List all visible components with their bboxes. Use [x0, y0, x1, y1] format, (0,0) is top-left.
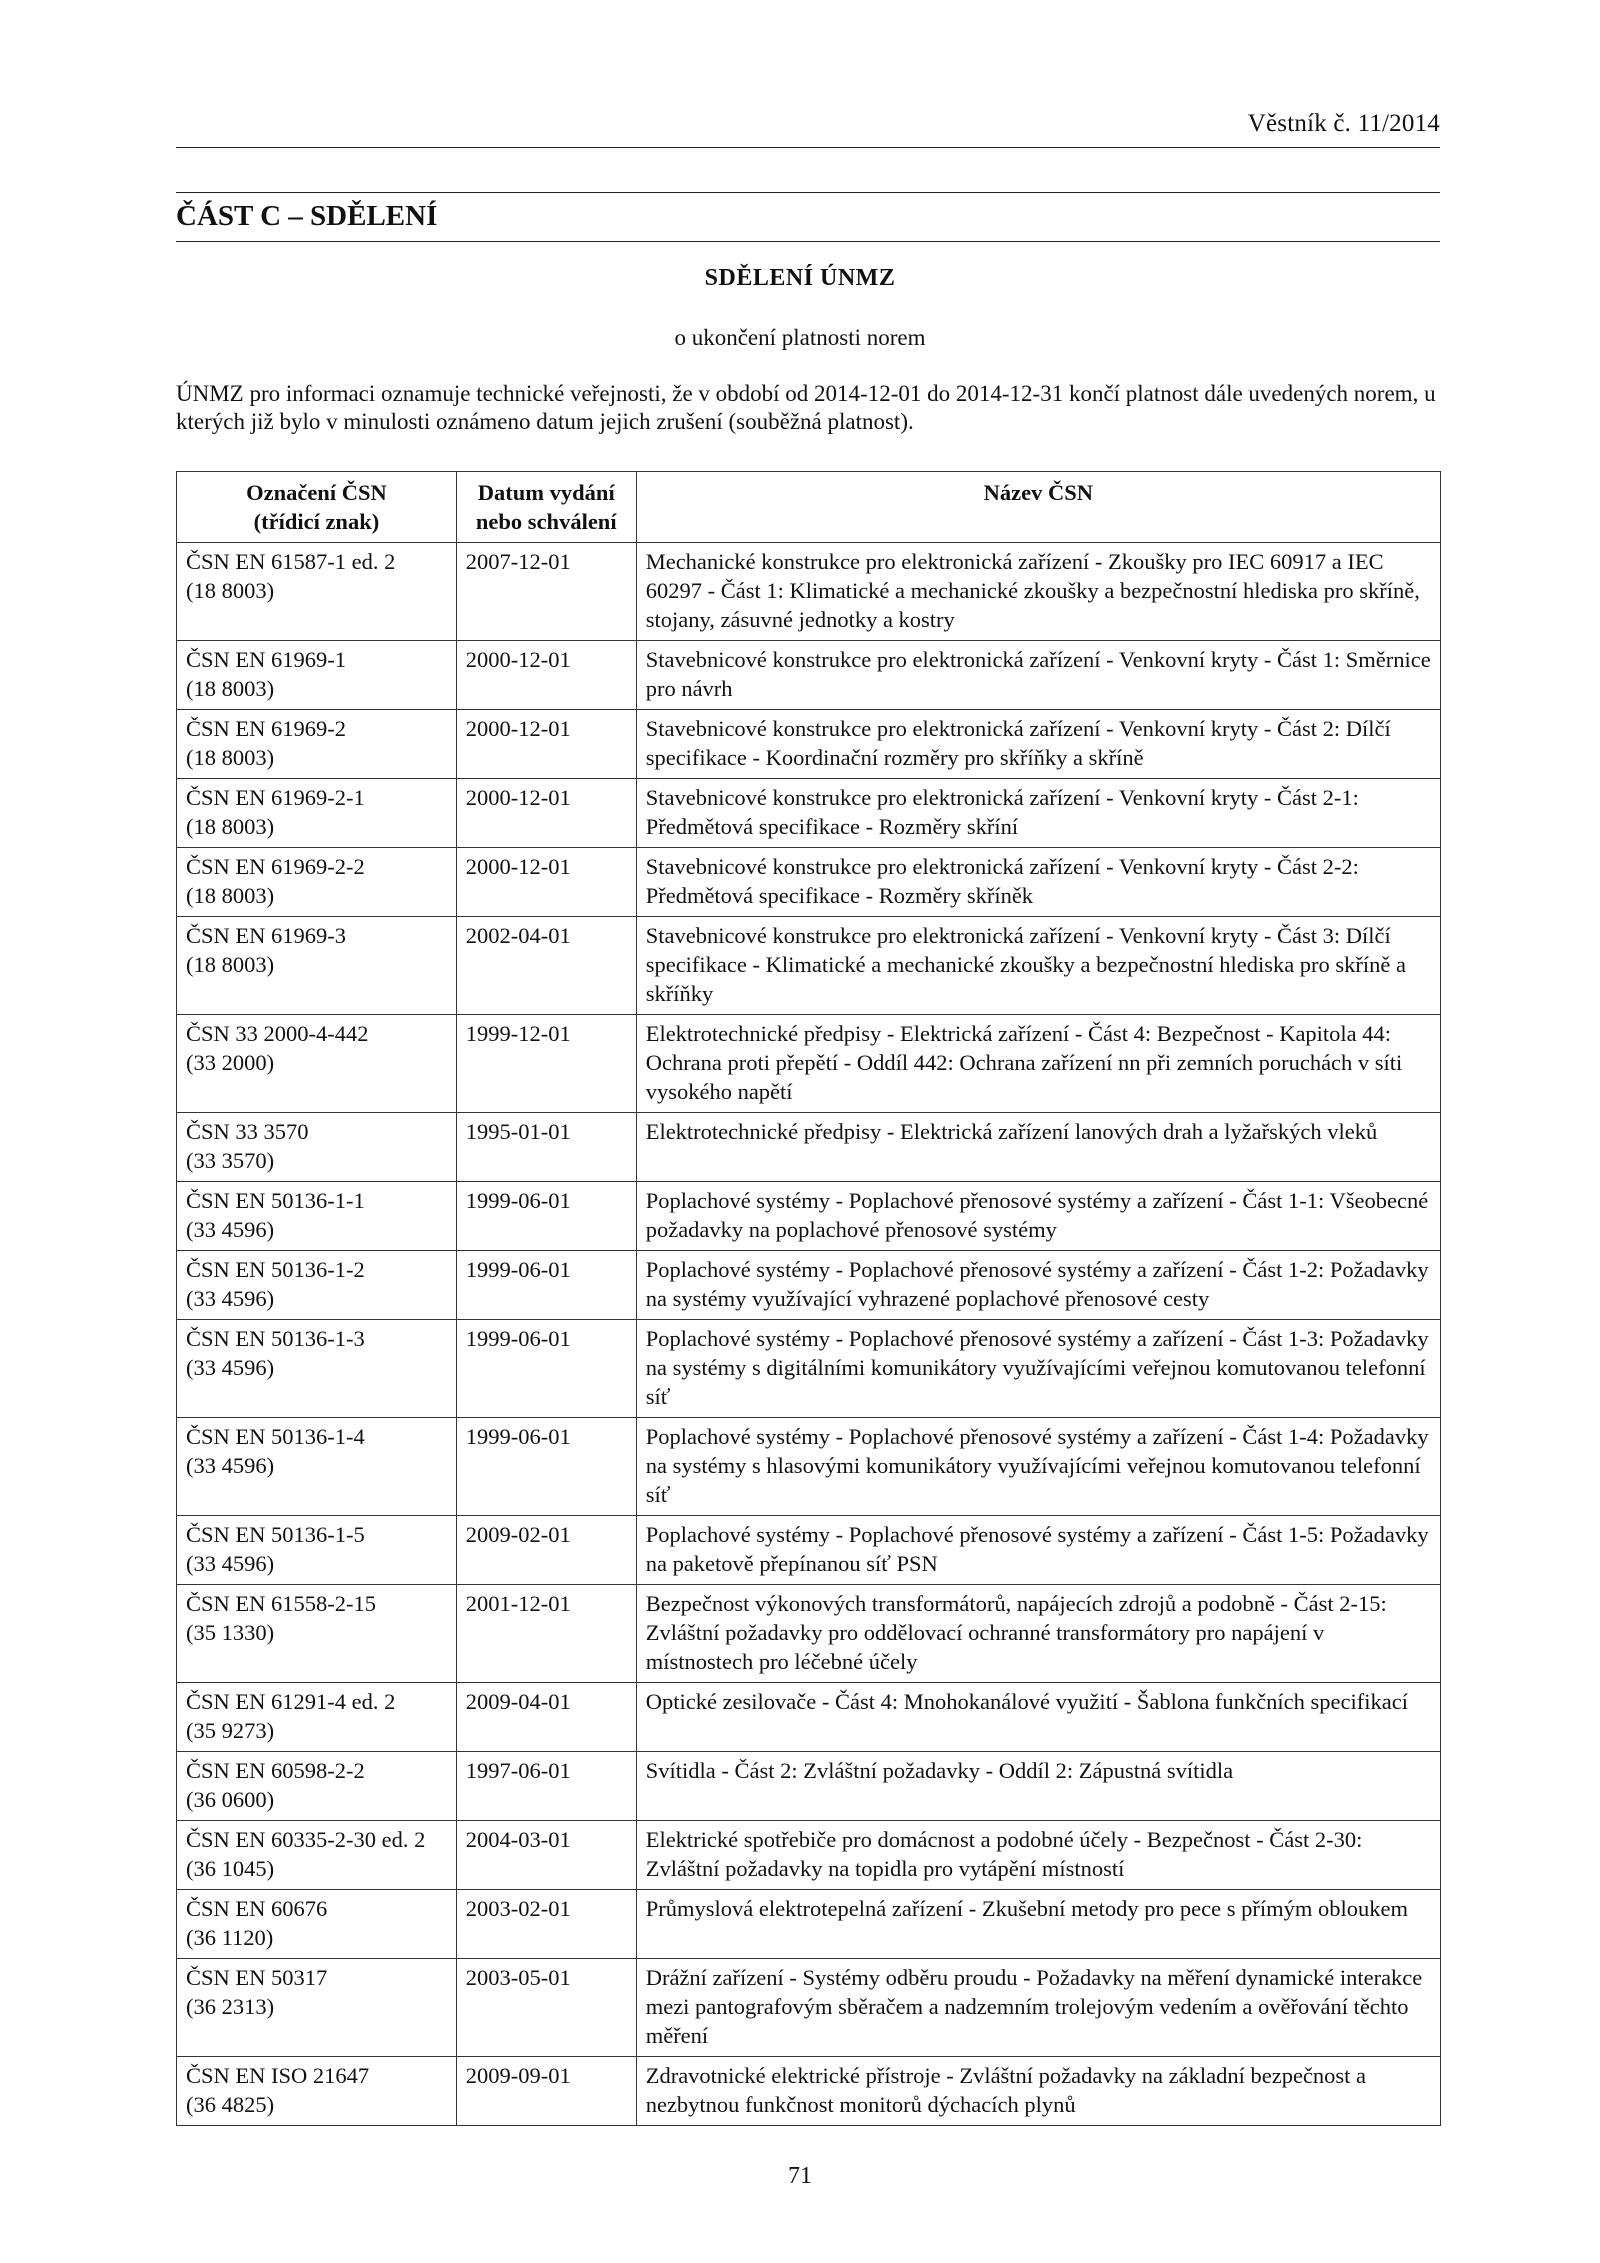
cell-name: Poplachové systémy - Poplachové přenosové systémy a zařízení - Část 1-1: Všeobecné požadavky na poplachové přenosové systémy [636, 1182, 1440, 1251]
cell-name: Stavebnicové konstrukce pro elektronická zařízení - Venkovní kryty - Část 2: Dílčí specifikace - Koordinační rozměry pro skříňky a skříně [636, 710, 1440, 779]
table-row [177, 710, 1441, 779]
norm-class: (36 1120) [186, 1925, 274, 1950]
cell-name: Stavebnicové konstrukce pro elektronická zařízení - Venkovní kryty - Část 2-1: Předmětová specifikace - Rozměry skříní [636, 779, 1440, 848]
norm-class: (33 4596) [186, 1551, 275, 1576]
header-date-line1: Datum vydání [477, 480, 615, 505]
cell-designation [177, 1821, 457, 1890]
norm-class: (33 3570) [186, 1148, 275, 1173]
cell-designation [177, 1251, 457, 1320]
cell-designation [177, 779, 457, 848]
cell-designation [177, 1683, 457, 1752]
cell-date: 2009-09-01 [456, 2057, 636, 2126]
cell-designation [177, 1890, 457, 1959]
cell-designation [177, 1320, 457, 1418]
notice-subtitle: o ukončení platnosti norem [674, 325, 926, 350]
cell-date: 2009-02-01 [456, 1516, 636, 1585]
cell-date: 1995-01-01 [456, 1113, 636, 1182]
header-designation-line1: Označení ČSN [246, 480, 387, 505]
header-date [456, 472, 636, 543]
cell-designation [177, 2057, 457, 2126]
cell-name: Poplachové systémy - Poplachové přenosové systémy a zařízení - Část 1-3: Požadavky na systémy s digitálními komunikátory využívajícími veřejnou komutovanou telefonní síť [636, 1320, 1440, 1418]
norm-code: ČSN 33 2000-4-442 [186, 1021, 369, 1046]
cell-designation [177, 1585, 457, 1683]
norm-code: ČSN EN 61969-2-2 [186, 854, 365, 879]
header-designation-line2: (třídicí znak) [253, 509, 380, 534]
cell-name: Bezpečnost výkonových transformátorů, napájecích zdrojů a podobně - Část 2-15: Zvláštní požadavky pro oddělovací ochranné transformátory pro napájení v místnostech pro léčebné účely [636, 1585, 1440, 1683]
page-number: 71 [788, 2163, 812, 2189]
norm-code: ČSN EN 61558-2-15 [186, 1591, 376, 1616]
cell-designation [177, 1015, 457, 1113]
norm-class: (18 8003) [186, 676, 275, 701]
norm-code: ČSN EN 50136-1-1 [186, 1188, 365, 1213]
norm-code: ČSN EN 50317 [186, 1965, 328, 1990]
norms-table [176, 471, 1441, 2126]
table-row [177, 917, 1441, 1015]
table-row [177, 1418, 1441, 1516]
table-row [177, 848, 1441, 917]
norm-class: (18 8003) [186, 578, 275, 603]
norm-class: (18 8003) [186, 814, 275, 839]
cell-name: Mechanické konstrukce pro elektronická zařízení - Zkoušky pro IEC 60917 a IEC 60297 - Část 1: Klimatické a mechanické zkoušky a bezpečnostní hlediska pro skříně, stojany, zásuvné jednotky a kostry [636, 543, 1440, 641]
cell-date: 1999-12-01 [456, 1015, 636, 1113]
norm-class: (18 8003) [186, 883, 275, 908]
table-row [177, 1251, 1441, 1320]
norm-code: ČSN EN 60598-2-2 [186, 1758, 365, 1783]
table-row [177, 1113, 1441, 1182]
cell-designation [177, 848, 457, 917]
table-row [177, 1585, 1441, 1683]
norm-class: (36 4825) [186, 2092, 275, 2117]
norm-class: (18 8003) [186, 745, 275, 770]
cell-designation [177, 543, 457, 641]
norm-code: ČSN EN 61969-1 [186, 647, 347, 672]
table-row [177, 1752, 1441, 1821]
header-rule [176, 147, 1440, 148]
section-title: ČÁST C – SDĚLENÍ [176, 200, 438, 232]
norm-code: ČSN EN 60335-2-30 ed. 2 [186, 1827, 426, 1852]
cell-date: 2000-12-01 [456, 641, 636, 710]
cell-name: Elektrické spotřebiče pro domácnost a podobné účely - Bezpečnost - Část 2-30: Zvláštní požadavky na topidla pro vytápění místností [636, 1821, 1440, 1890]
bulletin-header: Věstník č. 11/2014 [1247, 110, 1440, 137]
table-row [177, 1683, 1441, 1752]
cell-designation [177, 710, 457, 779]
section-rule-top [176, 192, 1440, 193]
norm-code: ČSN EN 50136-1-4 [186, 1424, 365, 1449]
table-row [177, 1182, 1441, 1251]
cell-date: 2004-03-01 [456, 1821, 636, 1890]
table-row [177, 641, 1441, 710]
norm-class: (18 8003) [186, 952, 275, 977]
cell-date: 1999-06-01 [456, 1182, 636, 1251]
norm-class: (36 0600) [186, 1787, 275, 1812]
header-date-line2: nebo schválení [475, 509, 617, 534]
cell-name: Optické zesilovače - Část 4: Mnohokanálové využití - Šablona funkčních specifikací [636, 1683, 1440, 1752]
norm-class: (33 4596) [186, 1355, 275, 1380]
norm-code: ČSN EN 61969-2 [186, 716, 347, 741]
cell-name: Průmyslová elektrotepelná zařízení - Zkušební metody pro pece s přímým obloukem [636, 1890, 1440, 1959]
table-row [177, 1890, 1441, 1959]
cell-designation [177, 1113, 457, 1182]
norm-class: (33 2000) [186, 1050, 275, 1075]
cell-date: 2003-02-01 [456, 1890, 636, 1959]
cell-date: 2002-04-01 [456, 917, 636, 1015]
cell-date: 1999-06-01 [456, 1320, 636, 1418]
cell-name: Elektrotechnické předpisy - Elektrická zařízení - Část 4: Bezpečnost - Kapitola 44: Ochrana proti přepětí - Oddíl 442: Ochrana zařízení nn při zemních poruchách v síti vysokého napětí [636, 1015, 1440, 1113]
cell-date: 2000-12-01 [456, 779, 636, 848]
cell-designation [177, 917, 457, 1015]
norm-class: (35 9273) [186, 1718, 275, 1743]
cell-designation [177, 641, 457, 710]
cell-designation [177, 1516, 457, 1585]
cell-date: 2003-05-01 [456, 1959, 636, 2057]
cell-name: Drážní zařízení - Systémy odběru proudu - Požadavky na měření dynamické interakce mezi pantografovým sběračem a nadzemním trolejovým vedením a ověřování těchto měření [636, 1959, 1440, 2057]
norm-code: ČSN EN 61969-3 [186, 923, 347, 948]
norm-code: ČSN EN 61291-4 ed. 2 [186, 1689, 396, 1714]
cell-designation [177, 1418, 457, 1516]
norm-class: (35 1330) [186, 1620, 275, 1645]
table-row [177, 543, 1441, 641]
cell-name: Elektrotechnické předpisy - Elektrická zařízení lanových drah a lyžařských vleků [636, 1113, 1440, 1182]
cell-date: 2009-04-01 [456, 1683, 636, 1752]
norm-class: (33 4596) [186, 1217, 275, 1242]
table-row [177, 2057, 1441, 2126]
cell-name: Poplachové systémy - Poplachové přenosové systémy a zařízení - Část 1-5: Požadavky na paketově přepínanou síť PSN [636, 1516, 1440, 1585]
notice-title: SDĚLENÍ ÚNMZ [704, 265, 896, 291]
norm-code: ČSN EN 61969-2-1 [186, 785, 365, 810]
table-row [177, 1015, 1441, 1113]
norm-code: ČSN EN 50136-1-2 [186, 1257, 365, 1282]
cell-name: Zdravotnické elektrické přístroje - Zvláštní požadavky na základní bezpečnost a nezbytnou funkčnost monitorů dýchacích plynů [636, 2057, 1440, 2126]
norm-class: (36 2313) [186, 1994, 275, 2019]
cell-name: Poplachové systémy - Poplachové přenosové systémy a zařízení - Část 1-4: Požadavky na systémy s hlasovými komunikátory využívajícími veřejnou komutovanou telefonní síť [636, 1418, 1440, 1516]
cell-date: 1997-06-01 [456, 1752, 636, 1821]
table-row [177, 779, 1441, 848]
cell-date: 1999-06-01 [456, 1418, 636, 1516]
cell-date: 2001-12-01 [456, 1585, 636, 1683]
norm-class: (33 4596) [186, 1453, 275, 1478]
table-row [177, 1959, 1441, 2057]
cell-name: Stavebnicové konstrukce pro elektronická zařízení - Venkovní kryty - Část 2-2: Předmětová specifikace - Rozměry skříněk [636, 848, 1440, 917]
cell-name: Svítidla - Část 2: Zvláštní požadavky - Oddíl 2: Zápustná svítidla [636, 1752, 1440, 1821]
cell-date: 2000-12-01 [456, 710, 636, 779]
header-name: Název ČSN [636, 472, 1440, 543]
cell-name: Poplachové systémy - Poplachové přenosové systémy a zařízení - Část 1-2: Požadavky na systémy využívající vyhrazené poplachové přenosové cesty [636, 1251, 1440, 1320]
norm-class: (36 1045) [186, 1856, 275, 1881]
cell-designation [177, 1959, 457, 2057]
cell-designation [177, 1752, 457, 1821]
cell-date: 2007-12-01 [456, 543, 636, 641]
norm-code: ČSN 33 3570 [186, 1119, 309, 1144]
table-row [177, 1320, 1441, 1418]
norm-code: ČSN EN ISO 21647 [186, 2063, 370, 2088]
cell-date: 2000-12-01 [456, 848, 636, 917]
table-header-row [177, 472, 1441, 543]
norm-class: (33 4596) [186, 1286, 275, 1311]
norm-code: ČSN EN 61587-1 ed. 2 [186, 549, 396, 574]
norm-code: ČSN EN 50136-1-3 [186, 1326, 365, 1351]
table-body [177, 543, 1441, 2126]
cell-designation [177, 1182, 457, 1251]
cell-date: 1999-06-01 [456, 1251, 636, 1320]
table-row [177, 1821, 1441, 1890]
cell-name: Stavebnicové konstrukce pro elektronická zařízení - Venkovní kryty - Část 3: Dílčí specifikace - Klimatické a mechanické zkoušky a bezpečnostní hlediska pro skříně a skříňky [636, 917, 1440, 1015]
header-designation [177, 472, 457, 543]
norm-code: ČSN EN 50136-1-5 [186, 1522, 365, 1547]
table-row [177, 1516, 1441, 1585]
norm-code: ČSN EN 60676 [186, 1896, 328, 1921]
cell-name: Stavebnicové konstrukce pro elektronická zařízení - Venkovní kryty - Část 1: Směrnice pro návrh [636, 641, 1440, 710]
section-rule-bottom [176, 241, 1440, 242]
intro-paragraph: ÚNMZ pro informaci oznamuje technické veřejnosti, že v období od 2014-12-01 do 2014-12-31 končí platnost dále uvedených norem, u kterých již bylo v minulosti oznámeno datum jejich zrušení (souběžná platnost). [176, 381, 1436, 434]
